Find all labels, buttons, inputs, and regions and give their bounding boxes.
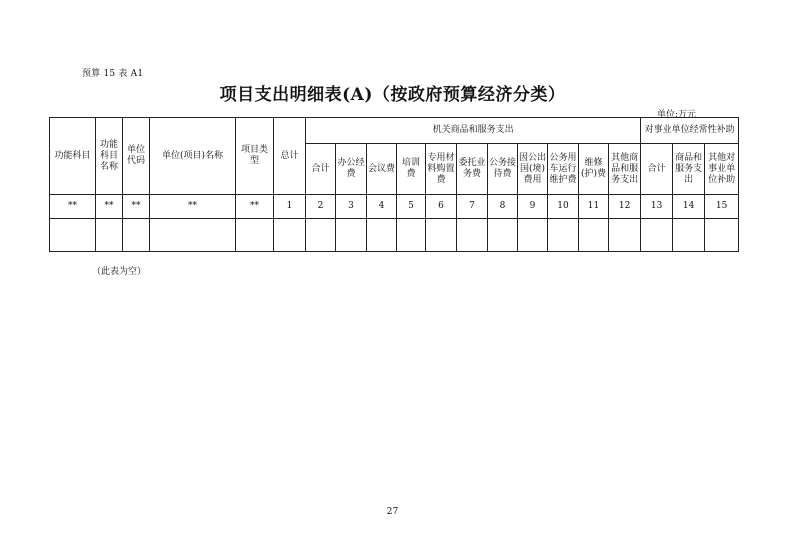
- page-number: 27: [386, 507, 399, 517]
- table-cell: [641, 219, 673, 252]
- table-cell: 8: [488, 195, 518, 219]
- table-cell: [457, 219, 488, 252]
- table-cell: [488, 219, 518, 252]
- table-cell: [579, 219, 609, 252]
- table-cell: [336, 219, 367, 252]
- table-cell: 15: [705, 195, 739, 219]
- table-cell: 3: [336, 195, 367, 219]
- table-cell: [518, 219, 548, 252]
- table-cell: 11: [579, 195, 609, 219]
- expenditure-table: [49, 117, 739, 252]
- empty-table-note: （此表为空）: [92, 267, 147, 277]
- table-cell: [96, 219, 123, 252]
- table-cell: [123, 219, 150, 252]
- table-cell: 7: [457, 195, 488, 219]
- table-cell: **: [123, 195, 150, 219]
- table-cell: 4: [367, 195, 397, 219]
- table-cell: 13: [641, 195, 673, 219]
- col-header-g1-subtotal: 合计: [306, 144, 336, 195]
- table-cell: **: [236, 195, 274, 219]
- table-cell: **: [50, 195, 96, 219]
- table-cell: [673, 219, 705, 252]
- table-cell: [426, 219, 457, 252]
- table-cell: 2: [306, 195, 336, 219]
- table-cell: [397, 219, 426, 252]
- page-title: 项目支出明细表(A)（按政府预算经济分类）: [219, 85, 566, 105]
- col-header-official-reception: 公务接待费: [488, 144, 518, 195]
- table-cell: [306, 219, 336, 252]
- unit-label: 单位:万元: [657, 110, 697, 120]
- table-cell: [705, 219, 739, 252]
- col-header-special-materials: 专用材料购置费: [426, 144, 457, 195]
- col-header-unit-project-name: 单位(项目)名称: [150, 118, 236, 195]
- col-header-other-goods-services: 其他商品和服务支出: [609, 144, 641, 195]
- col-header-entrusted-business: 委托业务费: [457, 144, 488, 195]
- table-id: 预算 15 表 A1: [82, 69, 144, 79]
- table-cell: [548, 219, 579, 252]
- table-cell: 14: [673, 195, 705, 219]
- col-header-training-expense: 培训费: [397, 144, 426, 195]
- table-cell: [50, 219, 96, 252]
- table-cell: [367, 219, 397, 252]
- col-header-office-expense: 办公经费: [336, 144, 367, 195]
- col-header-g2-other-subsidy: 其他对事业单位补助: [705, 144, 739, 195]
- col-header-maintenance: 维修(护)费: [579, 144, 609, 195]
- col-header-g2-subtotal: 合计: [641, 144, 673, 195]
- table-cell: [609, 219, 641, 252]
- table-cell: [150, 219, 236, 252]
- table-cell: [236, 219, 274, 252]
- table-cell: 1: [274, 195, 306, 219]
- table-row-empty: [50, 219, 739, 252]
- table-cell: 10: [548, 195, 579, 219]
- table-row: [50, 195, 739, 219]
- col-header-project-type: 项目类型: [236, 118, 274, 195]
- group-header-goods-services: 机关商品和服务支出: [306, 118, 641, 144]
- table-cell: **: [150, 195, 236, 219]
- col-header-official-vehicles: 公务用车运行维护费: [548, 144, 579, 195]
- group-header-institution-subsidy: 对事业单位经常性补助: [641, 118, 739, 144]
- col-header-meeting-expense: 会议费: [367, 144, 397, 195]
- table-cell: **: [96, 195, 123, 219]
- col-header-function-subject: 功能科目: [50, 118, 96, 195]
- table-cell: [274, 219, 306, 252]
- col-header-overseas-travel: 因公出国(境)费用: [518, 144, 548, 195]
- col-header-function-subject-name: 功能科目名称: [96, 118, 123, 195]
- table-cell: 5: [397, 195, 426, 219]
- col-header-g2-goods-services: 商品和服务支出: [673, 144, 705, 195]
- table-cell: 12: [609, 195, 641, 219]
- col-header-grand-total: 总计: [274, 118, 306, 195]
- col-header-unit-code: 单位代码: [123, 118, 150, 195]
- table-cell: 6: [426, 195, 457, 219]
- table-cell: 9: [518, 195, 548, 219]
